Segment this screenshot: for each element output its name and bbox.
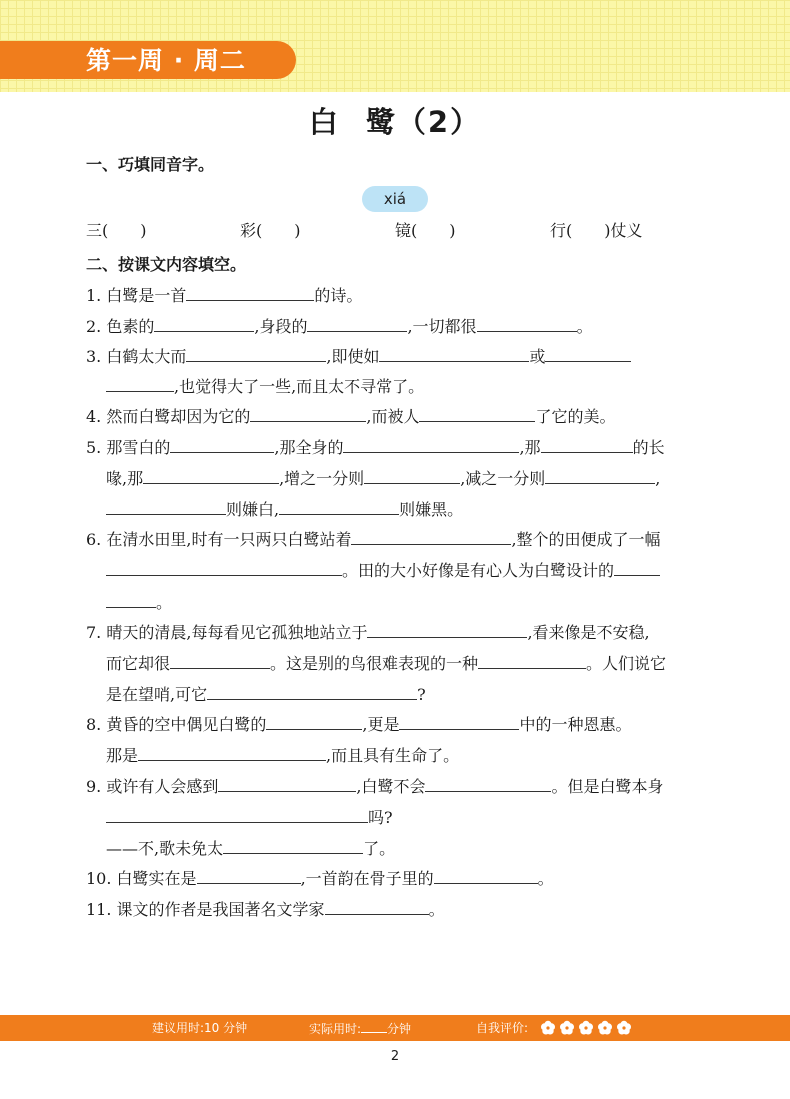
list-item-cont: 。 — [106, 590, 172, 614]
list-item-cont: ——不,歌未免太 了。 — [106, 836, 395, 860]
option-3: 镜( ) — [395, 221, 456, 240]
answer-blank[interactable] — [186, 283, 314, 301]
rating-flower-icon[interactable] — [597, 1020, 613, 1036]
answer-blank[interactable] — [106, 805, 368, 823]
answer-blank[interactable] — [364, 466, 460, 484]
option-1: 三( ) — [86, 221, 147, 240]
page-title — [0, 100, 790, 141]
answer-blank[interactable] — [477, 314, 577, 332]
answer-blank[interactable] — [106, 497, 226, 515]
answer-blank[interactable] — [379, 344, 529, 362]
answer-blank[interactable] — [279, 497, 399, 515]
answer-blank[interactable] — [614, 558, 660, 576]
answer-blank[interactable] — [419, 404, 535, 422]
pinyin-pill: xiá — [362, 186, 428, 212]
answer-blank[interactable] — [425, 774, 551, 792]
list-item: 7. 晴天的清晨,每每看见它孤独地站立于 ,看来像是不安稳, — [86, 620, 650, 644]
actual-time: 实际用时: 分钟 — [309, 1022, 412, 1036]
answer-blank[interactable] — [154, 314, 254, 332]
list-item-cont: 而它却很 。这是别的鸟很难表现的一种 。人们说它 — [106, 651, 666, 675]
option-2: 彩( ) — [240, 221, 301, 240]
option-4: 行( )仗义 — [550, 221, 643, 240]
answer-blank[interactable] — [106, 374, 174, 392]
list-item: 6. 在清水田里,时有一只两只白鹭站着 ,整个的田便成了一幅 — [86, 527, 661, 551]
answer-blank[interactable] — [250, 404, 366, 422]
answer-blank[interactable] — [143, 466, 279, 484]
list-item: 11. 课文的作者是我国著名文学家 。 — [86, 897, 445, 921]
list-item: 9. 或许有人会感到 ,白鹭不会 。但是白鹭本身 — [86, 774, 663, 798]
section2-heading: 二、按课文内容填空。 — [86, 255, 247, 274]
list-item-cont: 那是 ,而且具有生命了。 — [106, 743, 459, 767]
answer-blank[interactable] — [343, 435, 519, 453]
list-item: 4. 然而白鹭却因为它的 ,而被人 了它的美。 — [86, 404, 615, 428]
self-eval-label: 自我评价: — [476, 1021, 529, 1035]
rating-flower-icon[interactable] — [540, 1020, 556, 1036]
rating-flower-icon[interactable] — [559, 1020, 575, 1036]
answer-blank[interactable] — [541, 435, 633, 453]
answer-blank[interactable] — [207, 682, 417, 700]
list-item-cont: 喙,那 ,增之一分则 ,减之一分则 , — [106, 466, 660, 490]
title-char: 白 — [308, 105, 340, 139]
answer-blank[interactable] — [138, 743, 326, 761]
suggested-time: 建议用时:10 分钟 — [152, 1021, 248, 1035]
answer-blank[interactable] — [367, 620, 527, 638]
section1-heading: 一、巧填同音字。 — [86, 155, 215, 174]
page-number: 2 — [390, 1049, 400, 1064]
answer-blank[interactable] — [106, 590, 156, 608]
answer-blank[interactable] — [266, 712, 362, 730]
answer-blank[interactable] — [223, 836, 363, 854]
rating-stars[interactable] — [540, 1020, 635, 1039]
answer-blank[interactable] — [478, 651, 586, 669]
answer-blank[interactable] — [186, 344, 326, 362]
answer-blank[interactable] — [545, 344, 631, 362]
answer-blank[interactable] — [545, 466, 655, 484]
answer-blank[interactable] — [197, 866, 301, 884]
list-item: 8. 黄昏的空中偶见白鹭的 ,更是 中的一种恩惠。 — [86, 712, 631, 736]
list-item: 5. 那雪白的 ,那全身的 ,那 的长 — [86, 435, 665, 459]
actual-time-blank[interactable] — [361, 1021, 387, 1033]
answer-blank[interactable] — [325, 897, 429, 915]
answer-blank[interactable] — [170, 435, 274, 453]
answer-blank[interactable] — [170, 651, 270, 669]
rating-flower-icon[interactable] — [578, 1020, 594, 1036]
answer-blank[interactable] — [434, 866, 538, 884]
list-item-cont: ,也觉得大了一些,而且太不寻常了。 — [106, 374, 424, 398]
answer-blank[interactable] — [218, 774, 356, 792]
answer-blank[interactable] — [351, 527, 511, 545]
list-item: 2. 色素的 ,身段的 ,一切都很 。 — [86, 314, 593, 338]
title-rest: 鹭（2） — [365, 105, 482, 139]
header-tab-title: 第一周 · 周二 — [86, 46, 246, 75]
list-item: 3. 白鹤太大而 ,即使如 或 — [86, 344, 631, 368]
footer-bar — [0, 1015, 790, 1041]
list-item-cont: 吗? — [106, 805, 393, 829]
list-item-cont: 。田的大小好像是有心人为白鹭设计的 — [106, 558, 660, 582]
answer-blank[interactable] — [307, 314, 407, 332]
answer-blank[interactable] — [399, 712, 519, 730]
rating-flower-icon[interactable] — [616, 1020, 632, 1036]
list-item: 10. 白鹭实在是 ,一首韵在骨子里的 。 — [86, 866, 554, 890]
list-item-cont: 则嫌白, 则嫌黑。 — [106, 497, 463, 521]
list-item-cont: 是在望哨,可它 ? — [106, 682, 426, 706]
answer-blank[interactable] — [106, 558, 342, 576]
list-item: 1. 白鹭是一首 的诗。 — [86, 283, 362, 307]
